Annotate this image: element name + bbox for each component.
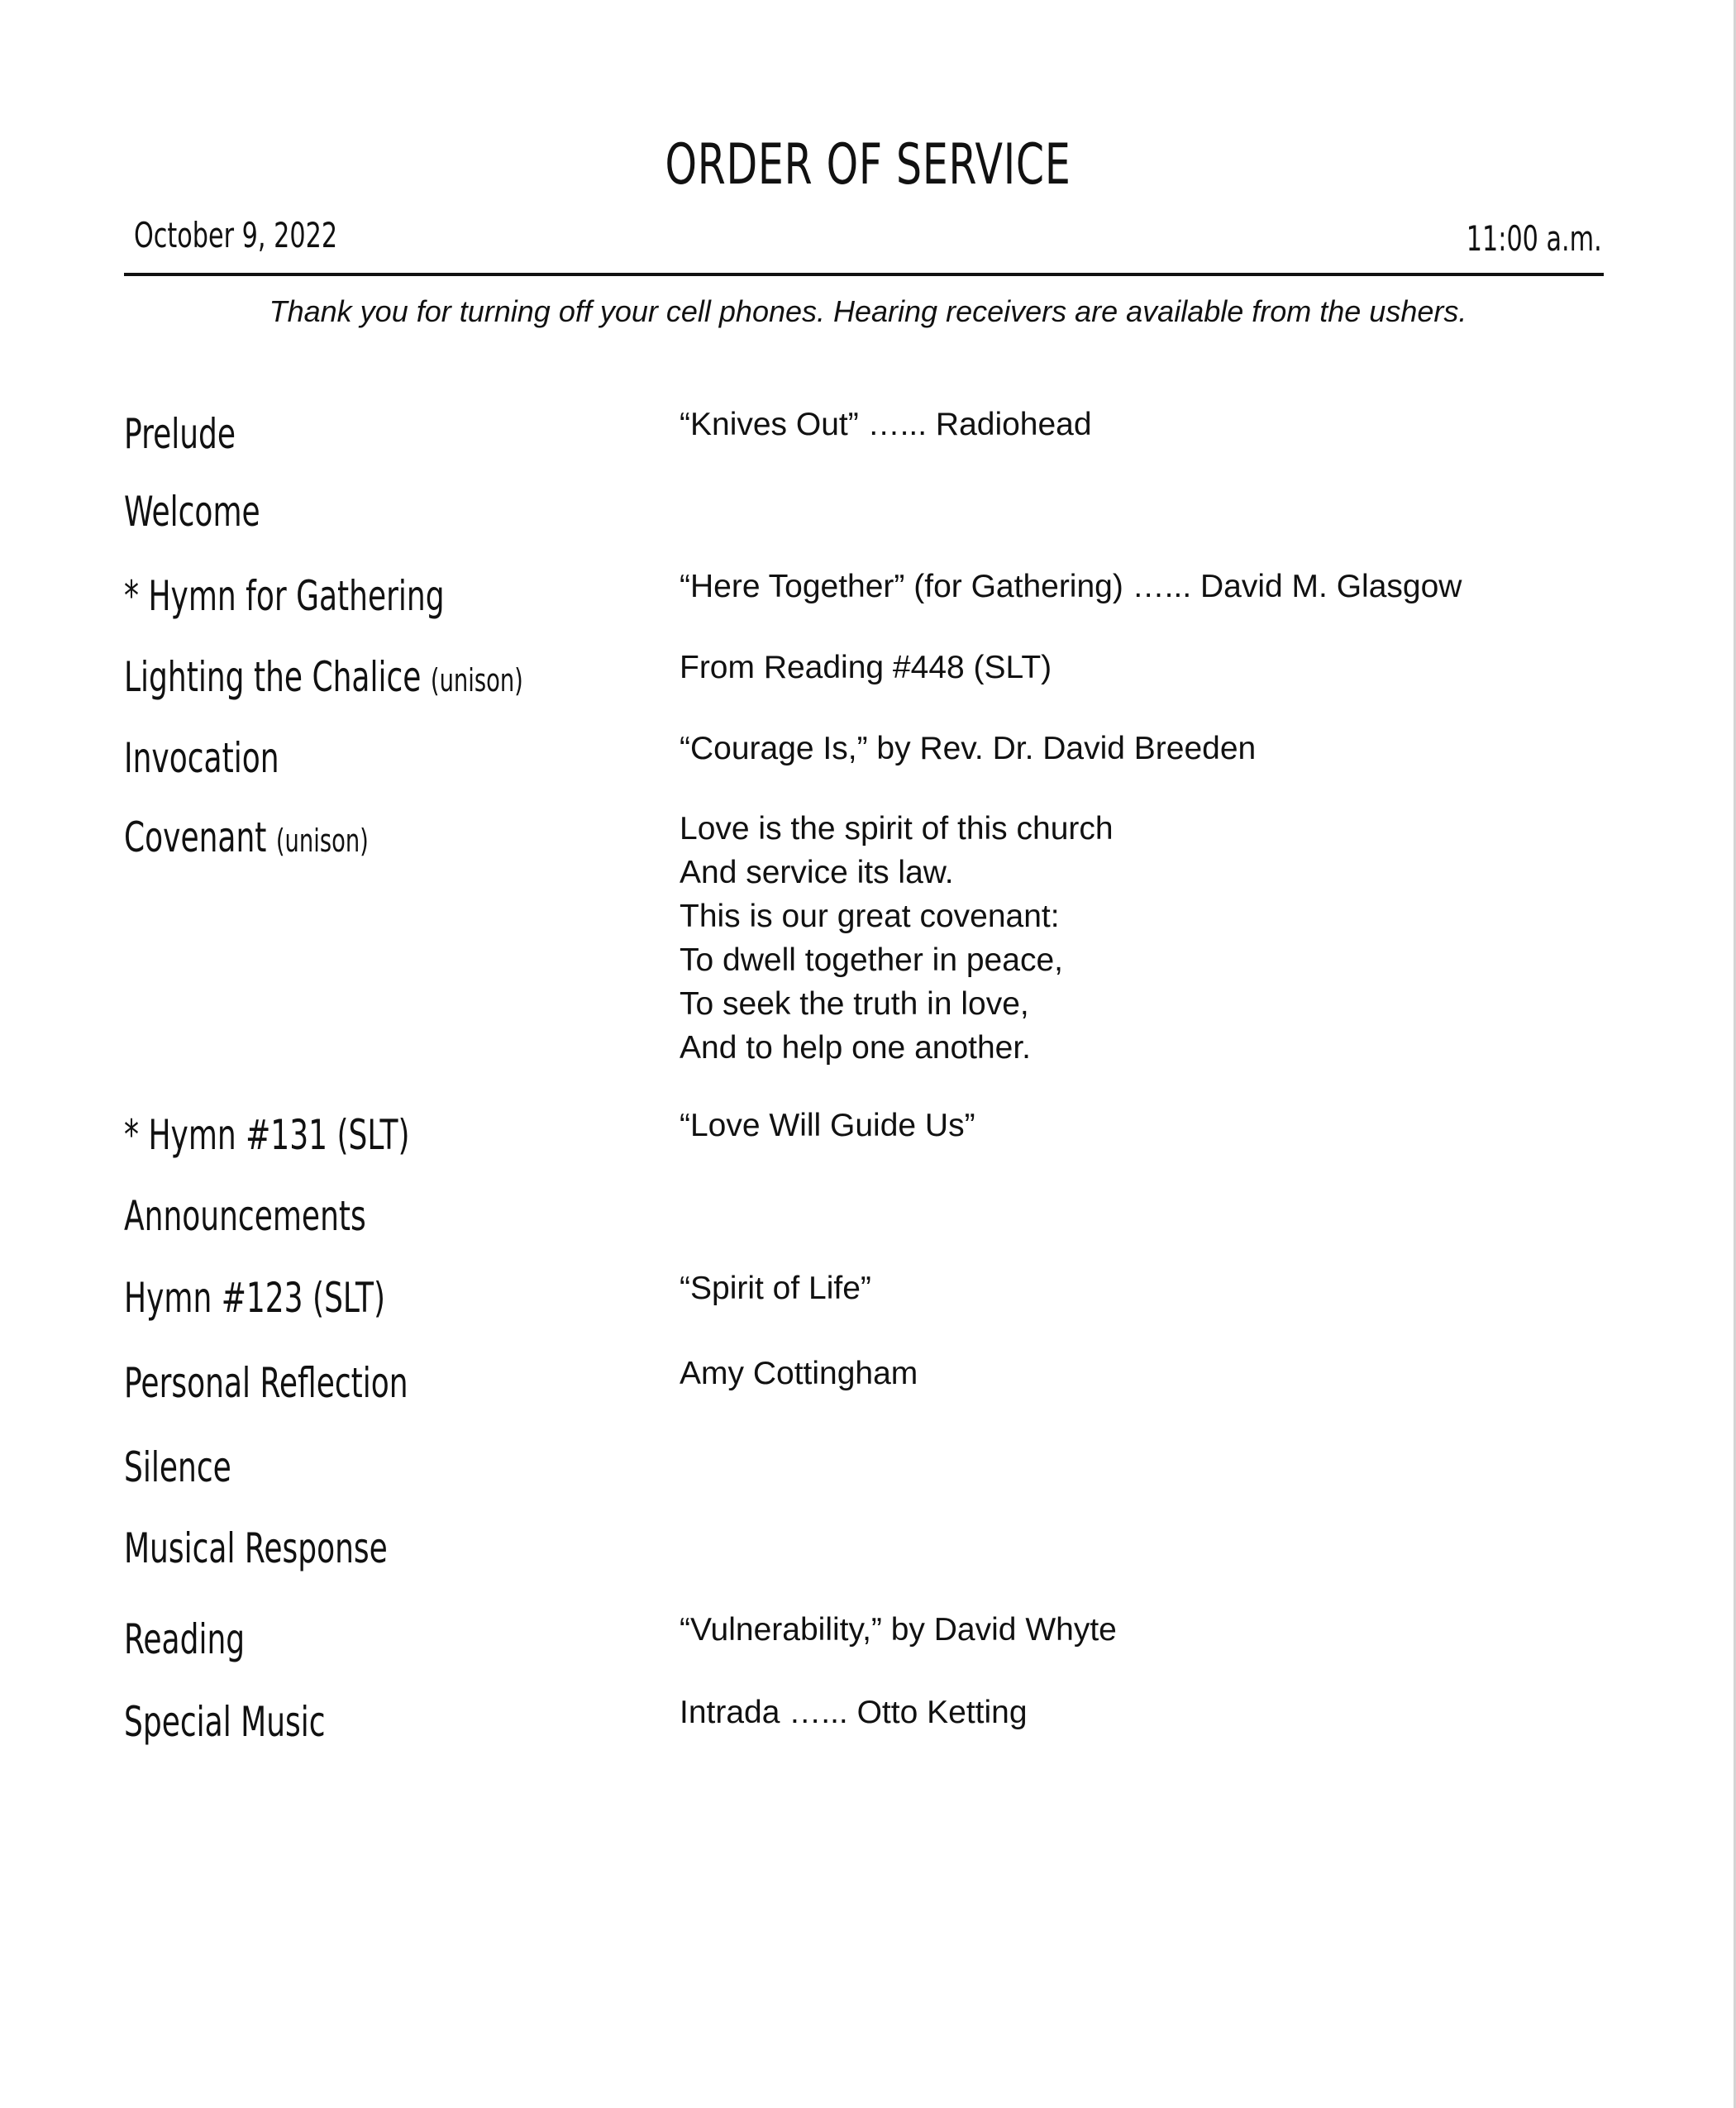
item-label: Musical Response: [124, 1524, 388, 1572]
item-detail: Intrada …... Otto Ketting: [680, 1695, 1028, 1730]
service-time: 11:00 a.m.: [1467, 218, 1602, 259]
covenant-line: To seek the truth in love,: [680, 986, 1029, 1022]
item-detail: Amy Cottingham: [680, 1356, 918, 1391]
covenant-line: And service its law.: [680, 855, 954, 890]
item-label: Invocation: [124, 734, 279, 782]
item-detail: From Reading #448 (SLT): [680, 650, 1052, 685]
item-label: * Hymn #131 (SLT): [124, 1111, 410, 1159]
item-label: Special Music: [124, 1698, 326, 1746]
service-date: October 9, 2022: [134, 215, 338, 255]
item-detail: “Courage Is,” by Rev. Dr. David Breeden: [680, 731, 1257, 766]
item-detail: “Vulnerability,” by David Whyte: [680, 1612, 1117, 1648]
item-label: Personal Reflection: [124, 1359, 408, 1407]
item-detail: “Love Will Guide Us”: [680, 1108, 975, 1143]
item-label: Reading: [124, 1615, 246, 1663]
item-detail: “Here Together” (for Gathering) …... David M. Glasgow: [680, 569, 1462, 604]
covenant-line: Love is the spirit of this church: [680, 811, 1114, 847]
item-detail: “Knives Out” …... Radiohead: [680, 407, 1092, 442]
header-divider: [124, 273, 1604, 276]
covenant-line: This is our great covenant:: [680, 899, 1060, 934]
page-title: ORDER OF SERVICE: [665, 132, 1071, 198]
item-label: Announcements: [124, 1192, 366, 1240]
item-label: Lighting the Chalice (unison): [124, 653, 523, 701]
item-label: Prelude: [124, 410, 236, 458]
item-note: (unison): [275, 823, 369, 859]
covenant-line: And to help one another.: [680, 1030, 1032, 1066]
item-label: Welcome: [124, 488, 260, 536]
phone-notice: Thank you for turning off your cell phones. Hearing receivers are available from the ushers.: [269, 294, 1467, 328]
covenant-text: [680, 807, 1114, 1070]
covenant-line: To dwell together in peace,: [680, 942, 1063, 978]
item-note: (unison): [430, 662, 523, 699]
item-label: Hymn #123 (SLT): [124, 1274, 386, 1322]
item-label: * Hymn for Gathering: [124, 572, 445, 620]
item-detail: “Spirit of Life”: [680, 1271, 871, 1306]
item-label: Covenant (unison): [124, 813, 369, 861]
item-label: Silence: [124, 1443, 231, 1491]
